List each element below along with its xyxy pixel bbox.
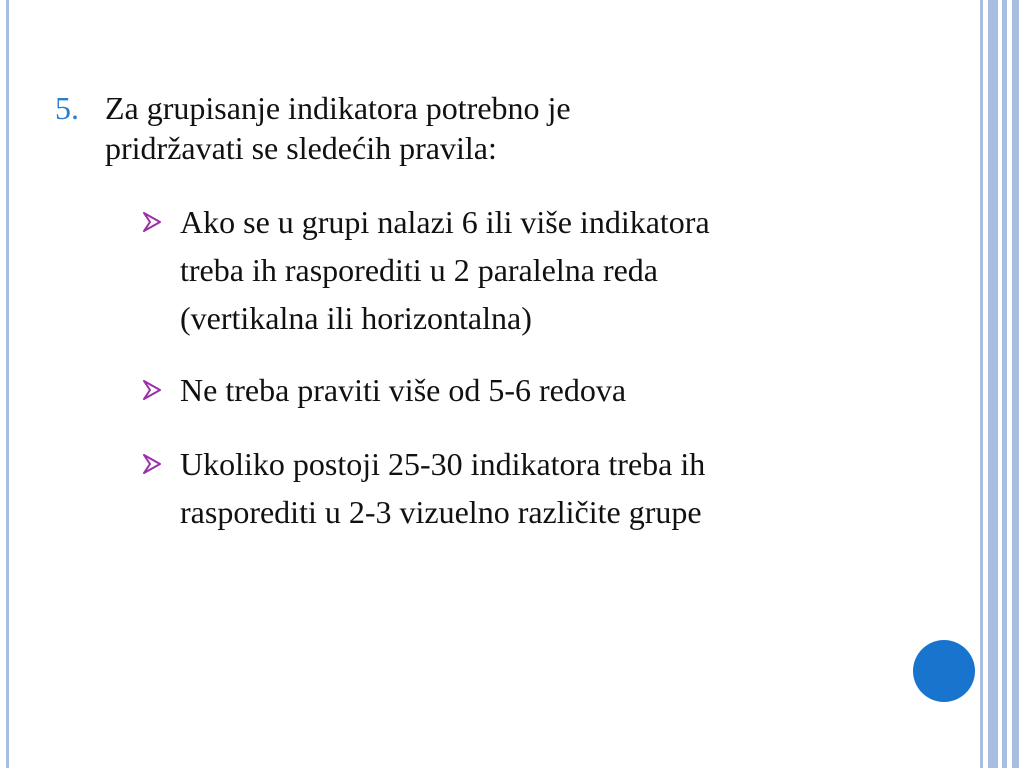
arrowhead-bullet-icon [142, 380, 162, 400]
sub-bullet-text [180, 440, 960, 536]
list-item-line: pridržavati se sledećih pravila: [105, 130, 497, 166]
list-item-line: Za grupisanje indikatora potrebno je [105, 90, 571, 126]
sub-bullet-text [180, 198, 960, 342]
arrowhead-bullet-icon [142, 212, 162, 232]
sub-bullet-line: Ne treba praviti više od 5-6 redova [180, 372, 627, 408]
sub-bullet-line: Ako se u grupi nalazi 6 ili više indikatora [180, 204, 710, 240]
sub-bullet-text [180, 366, 960, 414]
sub-bullet-line: treba ih rasporediti u 2 paralelna reda [180, 252, 658, 288]
sub-bullet-line: rasporediti u 2-3 vizuelno različite grupe [180, 494, 702, 530]
list-item-text [105, 88, 865, 168]
arrowhead-bullet-icon [142, 454, 162, 474]
sub-bullet-line: Ukoliko postoji 25-30 indikatora treba ih [180, 446, 706, 482]
list-item-number: 5. [55, 90, 79, 126]
sub-bullet-line: (vertikalna ili horizontalna) [180, 300, 532, 336]
